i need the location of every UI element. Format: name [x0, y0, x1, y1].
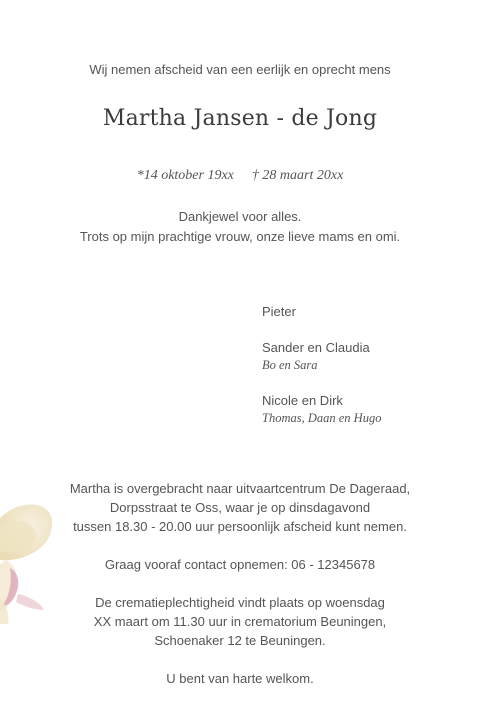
notice-line: tussen 18.30 - 20.00 uur persoonlijk afscheid kunt nemen.: [73, 519, 407, 534]
family-children: Thomas, Daan en Hugo: [262, 411, 382, 425]
family-children: Bo en Sara: [262, 358, 318, 372]
thanks-line: Trots op mijn prachtige vrouw, onze lieve mams en omi.: [79, 229, 401, 244]
family-entry: [262, 338, 381, 374]
thanks-text: [0, 207, 480, 247]
notice-line: XX maart om 11.30 uur in crematorium Beuningen,: [93, 614, 387, 629]
family-name: Nicole en Dirk: [262, 393, 343, 408]
notice-line: Dorpsstraat te Oss, waar je op dinsdagavond: [109, 500, 371, 515]
funeral-notice: [0, 479, 480, 707]
notice-paragraph: [0, 555, 480, 574]
notice-line: De crematieplechtigheid vindt plaats op woensdag: [95, 595, 385, 610]
family-name: Sander en Claudia: [262, 340, 370, 355]
intro-text: Wij nemen afscheid van een eerlijk en oprecht mens: [89, 62, 391, 77]
notice-paragraph: [0, 593, 480, 650]
notice-paragraph: [0, 479, 480, 536]
death-date: † 28 maart 20xx: [251, 168, 344, 183]
thanks-line: Dankjewel voor alles.: [178, 209, 302, 224]
birth-date: *14 oktober 19xx: [136, 168, 234, 183]
family-name: Pieter: [262, 304, 296, 319]
notice-line: Martha is overgebracht naar uitvaartcentrum De Dageraad,: [69, 481, 411, 496]
family-list: [262, 302, 381, 444]
welcome-line: U bent van harte welkom.: [166, 671, 314, 686]
deceased-name: Martha Jansen - de Jong: [102, 106, 378, 131]
notice-line: Schoenaker 12 te Beuningen.: [154, 633, 326, 648]
life-dates: [0, 168, 480, 184]
orchid-image: [0, 498, 70, 628]
notice-paragraph: [0, 669, 480, 688]
family-entry: [262, 302, 381, 321]
family-entry: [262, 391, 381, 427]
contact-line: Graag vooraf contact opnemen: 06 - 12345678: [104, 557, 376, 572]
